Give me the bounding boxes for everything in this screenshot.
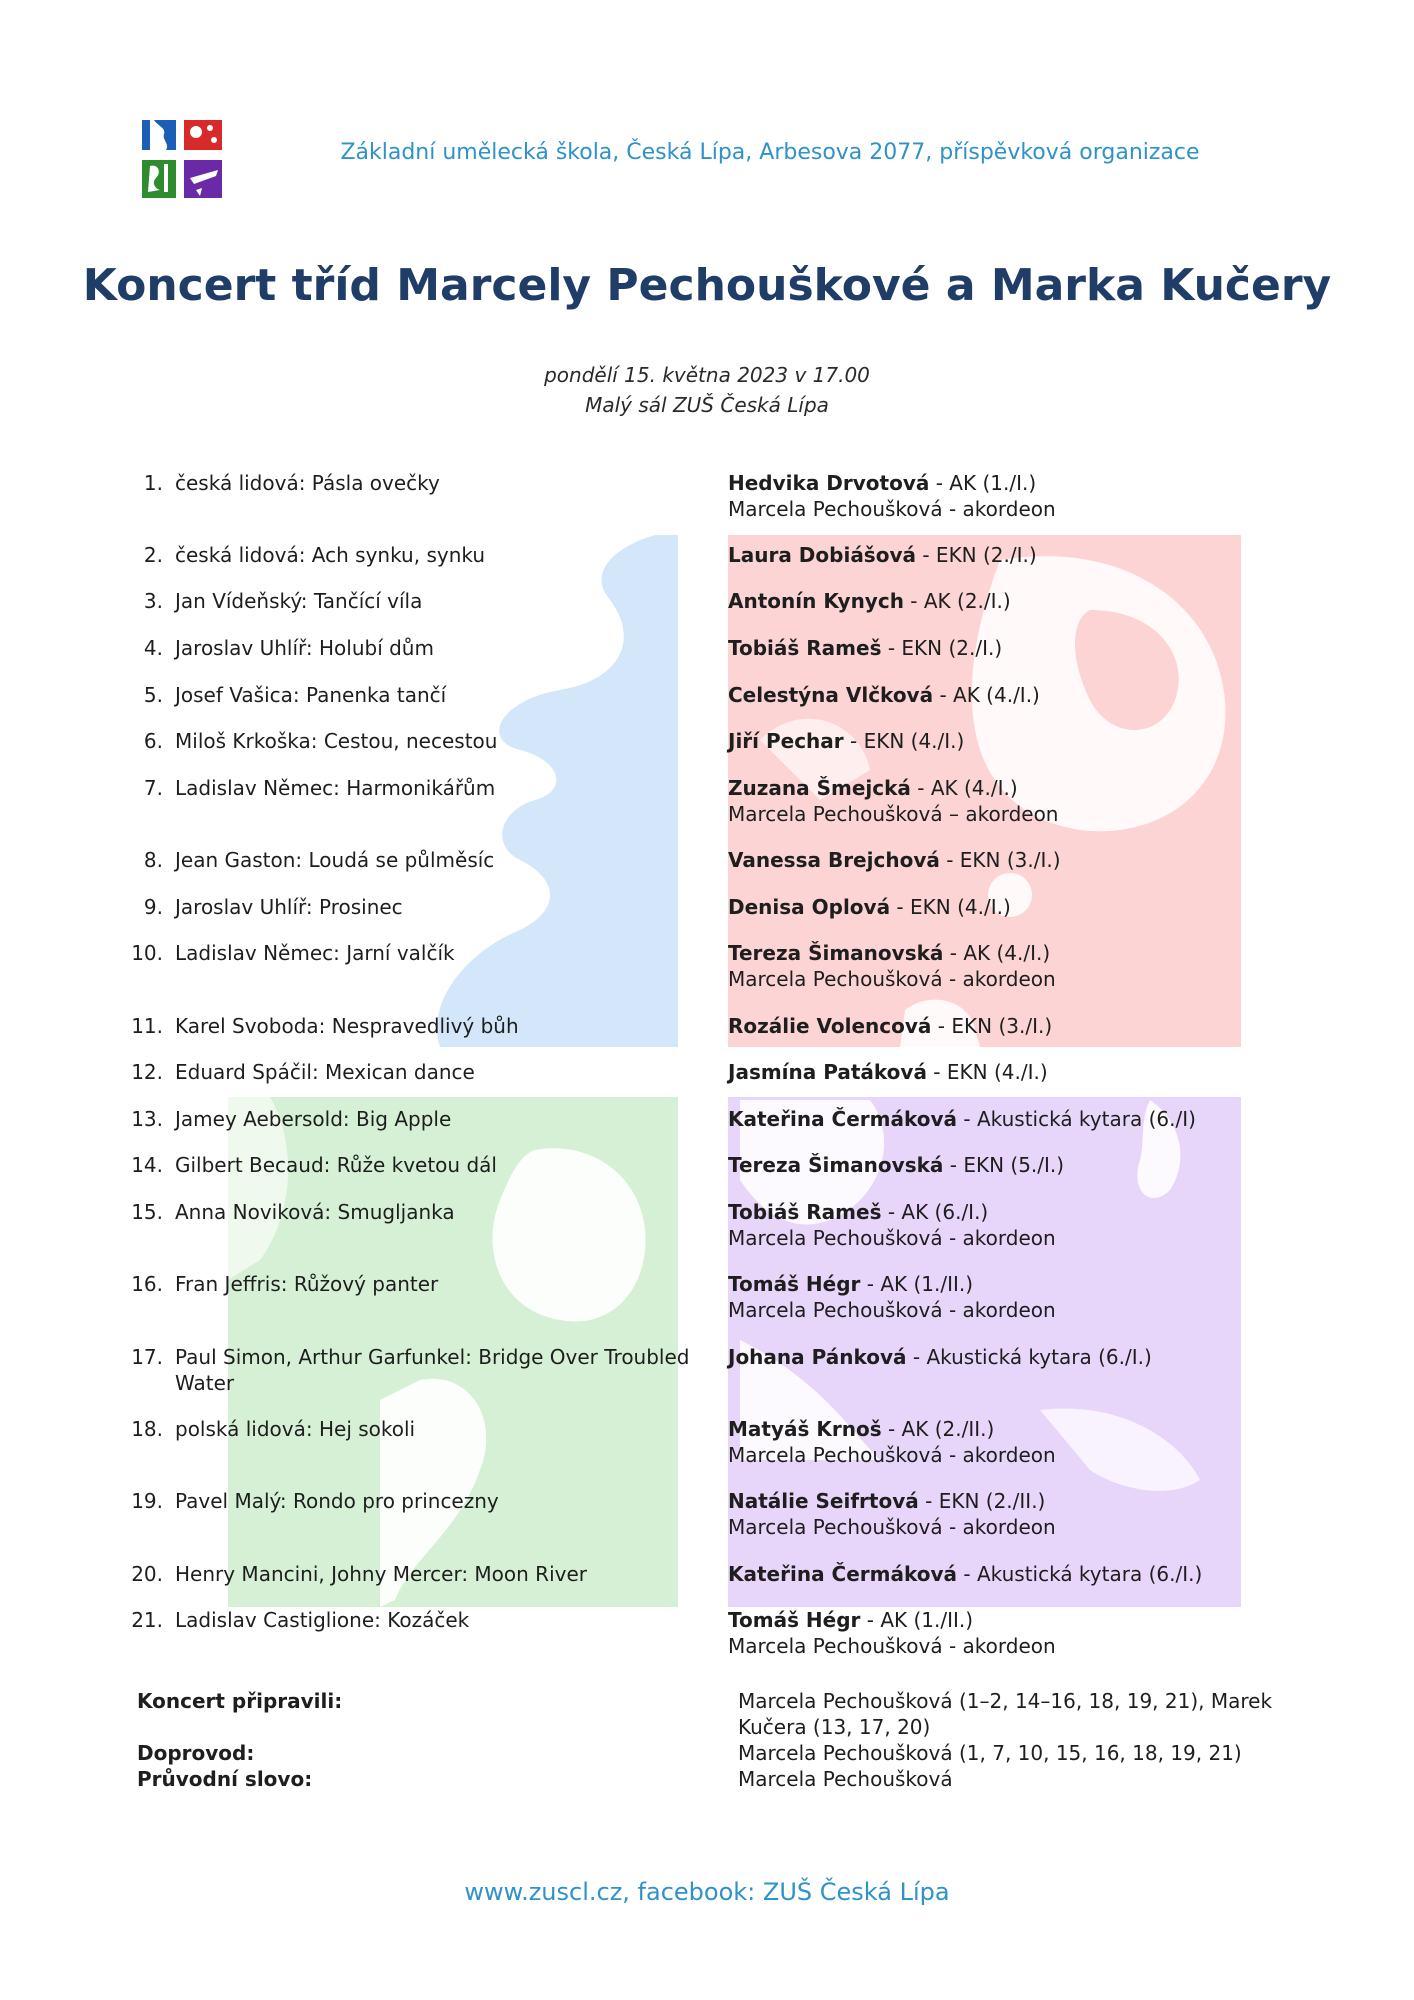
- performer-info: - AK (2./I.): [903, 589, 1011, 613]
- website-links[interactable]: www.zuscl.cz, facebook: ZUŠ Česká Lípa: [464, 1878, 950, 1906]
- program-piece: Jan Vídeňský: Tančící víla: [175, 589, 423, 613]
- program-number: 7.: [143, 776, 163, 800]
- program-piece: Ladislav Němec: Jarní valčík: [175, 941, 455, 965]
- program-number: 14.: [131, 1153, 163, 1177]
- performer-line: [728, 775, 1288, 801]
- performer-info: - AK (4./I.): [943, 941, 1051, 965]
- program-piece: Paul Simon, Arthur Garfunkel: Bridge Over Troubled Water: [175, 1345, 690, 1395]
- event-info: [300, 360, 1114, 420]
- performer-name: Johana Pánková: [728, 1345, 907, 1369]
- performer-line: [728, 470, 1288, 496]
- program-performer: [728, 1344, 1288, 1370]
- performer-line: [728, 1199, 1288, 1225]
- program-performer: [728, 1013, 1288, 1039]
- performer-name: Denisa Oplová: [728, 895, 891, 919]
- accompanist: Marcela Pechoušková - akordeon: [728, 1634, 1056, 1658]
- program-number: 12.: [131, 1060, 163, 1084]
- performer-info: - AK (4./I.): [933, 683, 1040, 707]
- performer-info: - AK (4./I.): [910, 776, 1018, 800]
- program-piece: Fran Jeffris: Růžový panter: [175, 1272, 439, 1296]
- program-number: 8.: [143, 848, 163, 872]
- program-piece: Miloš Krkoška: Cestou, necestou: [175, 729, 498, 753]
- performer-name: Tomáš Hégr: [728, 1272, 861, 1296]
- program-piece: Josef Vašica: Panenka tančí: [175, 683, 447, 707]
- performer-name: Matyáš Krnoš: [728, 1417, 882, 1441]
- logo-purple-part: [184, 160, 222, 198]
- program-performer: [728, 1416, 1288, 1468]
- accompanist: Marcela Pechoušková - akordeon: [728, 1298, 1056, 1322]
- performer-info: - AK (1./II.): [860, 1608, 974, 1632]
- program-piece: Anna Noviková: Smugljanka: [175, 1200, 455, 1224]
- performer-name: Antonín Kynych: [728, 589, 904, 613]
- performer-info: - EKN (2./II.): [918, 1489, 1046, 1513]
- speech-value: Marcela Pechoušková: [738, 1767, 953, 1791]
- performer-info: - AK (1./I.): [929, 471, 1037, 495]
- performer-line: [728, 1488, 1288, 1514]
- performer-name: Kateřina Čermáková: [728, 1562, 958, 1586]
- performer-info: - Akustická kytara (6./I): [957, 1107, 1196, 1131]
- performer-name: Tobiáš Rameš: [728, 636, 882, 660]
- program-piece: Gilbert Becaud: Růže kvetou dál: [175, 1153, 497, 1177]
- performer-info: - EKN (2./I.): [881, 636, 1003, 660]
- program-number: 13.: [131, 1107, 163, 1131]
- performer-name: Tereza Šimanovská: [728, 941, 944, 965]
- performer-info: - EKN (4./I.): [843, 729, 965, 753]
- performer-name: Hedvika Drvotová: [728, 471, 930, 495]
- performer-line: [728, 1152, 1288, 1178]
- performer-line: [728, 1607, 1288, 1633]
- performer-line: [728, 1271, 1288, 1297]
- program-piece: Pavel Malý: Rondo pro princezny: [175, 1489, 499, 1513]
- accompanist: Marcela Pechoušková - akordeon: [728, 967, 1056, 991]
- program-number: 5.: [143, 683, 163, 707]
- program-piece: Eduard Spáčil: Mexican dance: [175, 1060, 475, 1084]
- performer-line: [728, 588, 1288, 614]
- performer-name: Jiří Pechar: [728, 729, 844, 753]
- performer-info: - EKN (3./I.): [931, 1014, 1053, 1038]
- performer-line: [728, 1059, 1288, 1085]
- performer-line: [728, 940, 1288, 966]
- logo-red-part: [184, 120, 222, 150]
- performer-name: Vanessa Brejchová: [728, 848, 940, 872]
- program-performer: [728, 1488, 1288, 1540]
- performer-info: - EKN (4./I.): [890, 895, 1011, 919]
- performer-info: - EKN (5./I.): [943, 1153, 1065, 1177]
- program-performer: [728, 635, 1288, 661]
- program-performer: [728, 728, 1288, 754]
- program-number: 9.: [143, 895, 163, 919]
- accomp-value: Marcela Pechoušková (1, 7, 10, 15, 16, 18, 19, 21): [738, 1741, 1242, 1765]
- program-performer: [728, 1607, 1288, 1659]
- program-performer: [728, 1152, 1288, 1178]
- program-number: 10.: [131, 941, 163, 965]
- program-performer: [728, 1271, 1288, 1323]
- program-performer: [728, 894, 1288, 920]
- program-performer: [728, 775, 1288, 827]
- performer-info: - AK (6./I.): [881, 1200, 989, 1224]
- program-number: 2.: [143, 543, 163, 567]
- program-number: 6.: [143, 729, 163, 753]
- program-piece: Jean Gaston: Loudá se půlměsíc: [175, 848, 495, 872]
- performer-line: [728, 894, 1288, 920]
- logo-green-part: [142, 160, 176, 198]
- performer-line: [728, 847, 1288, 873]
- logo-blue-part: [142, 120, 176, 150]
- performer-line: [728, 1561, 1288, 1587]
- program-number: 19.: [131, 1489, 163, 1513]
- accomp-label: Doprovod:: [137, 1741, 255, 1765]
- accompanist: Marcela Pechoušková – akordeon: [728, 802, 1059, 826]
- performer-name: Rozálie Volencová: [728, 1014, 932, 1038]
- program-piece: česká lidová: Pásla ovečky: [175, 471, 440, 495]
- program-number: 11.: [131, 1014, 163, 1038]
- program-piece: Ladislav Němec: Harmonikářům: [175, 776, 496, 800]
- performer-line: [728, 1416, 1288, 1442]
- school-name: Základní umělecká škola, Česká Lípa, Arbesova 2077, příspěvková organizace: [340, 140, 1200, 165]
- performer-line: [728, 728, 1288, 754]
- program-performer: [728, 1059, 1288, 1085]
- program-performer: [728, 1106, 1288, 1132]
- program-piece: Jaroslav Uhlíř: Holubí dům: [175, 636, 434, 660]
- school-logo: [140, 118, 224, 200]
- performer-info: - AK (1./II.): [860, 1272, 974, 1296]
- program-number: 4.: [143, 636, 163, 660]
- event-date-time: pondělí 15. května 2023 v 17.00: [544, 363, 870, 387]
- performer-info: - EKN (2./I.): [916, 543, 1037, 567]
- program-piece: česká lidová: Ach synku, synku: [175, 543, 486, 567]
- performer-line: [728, 635, 1288, 661]
- program-performer: [728, 542, 1288, 568]
- program-number: 21.: [131, 1608, 163, 1632]
- performer-name: Kateřina Čermáková: [728, 1107, 958, 1131]
- program-number: 18.: [131, 1417, 163, 1441]
- prepared-label: Koncert připravili:: [137, 1689, 343, 1713]
- program-performer: [728, 1199, 1288, 1251]
- performer-info: - EKN (4./I.): [926, 1060, 1048, 1084]
- prepared-value: Marcela Pechoušková (1–2, 14–16, 18, 19, 21), Marek Kučera (13, 17, 20): [738, 1689, 1273, 1739]
- program-number: 17.: [131, 1345, 163, 1369]
- program-number: 20.: [131, 1562, 163, 1586]
- performer-line: [728, 542, 1288, 568]
- program-piece: Ladislav Castiglione: Kozáček: [175, 1608, 470, 1632]
- program-number: 16.: [131, 1272, 163, 1296]
- performer-info: - Akustická kytara (6./I.): [906, 1345, 1152, 1369]
- accompanist: Marcela Pechoušková - akordeon: [728, 497, 1056, 521]
- performer-name: Celestýna Vlčková: [728, 683, 934, 707]
- performer-info: - EKN (3./I.): [939, 848, 1061, 872]
- performer-name: Tobiáš Rameš: [728, 1200, 882, 1224]
- program-number: 1.: [143, 471, 163, 495]
- program-piece: Jamey Aebersold: Big Apple: [175, 1107, 452, 1131]
- program-performer: [728, 470, 1288, 522]
- program-performer: [728, 940, 1288, 992]
- performer-line: [728, 1106, 1288, 1132]
- accompanist: Marcela Pechoušková - akordeon: [728, 1443, 1056, 1467]
- performer-line: [728, 682, 1288, 708]
- program-piece: Jaroslav Uhlíř: Prosinec: [175, 895, 403, 919]
- program-piece: polská lidová: Hej sokoli: [175, 1417, 416, 1441]
- concert-title: Koncert tříd Marcely Pechouškové a Marka Kučery: [82, 260, 1332, 311]
- performer-name: Zuzana Šmejcká: [728, 776, 911, 800]
- program-performer: [728, 588, 1288, 614]
- program-performer: [728, 682, 1288, 708]
- performer-name: Jasmína Patáková: [728, 1060, 927, 1084]
- event-venue: Malý sál ZUŠ Česká Lípa: [585, 393, 829, 417]
- performer-line: [728, 1013, 1288, 1039]
- performer-info: - AK (2./II.): [881, 1417, 995, 1441]
- program-piece: Henry Mancini, Johny Mercer: Moon River: [175, 1562, 587, 1586]
- performer-name: Laura Dobiášová: [728, 543, 916, 567]
- speech-label: Průvodní slovo:: [137, 1767, 313, 1791]
- accompanist: Marcela Pechoušková - akordeon: [728, 1226, 1056, 1250]
- performer-info: - Akustická kytara (6./I.): [957, 1562, 1203, 1586]
- program-number: 3.: [143, 589, 163, 613]
- performer-name: Natálie Seifrtová: [728, 1489, 919, 1513]
- program-number: 15.: [131, 1200, 163, 1224]
- performer-line: [728, 1344, 1288, 1370]
- performer-name: Tomáš Hégr: [728, 1608, 861, 1632]
- performer-name: Tereza Šimanovská: [728, 1153, 944, 1177]
- program-performer: [728, 1561, 1288, 1587]
- program-piece: Karel Svoboda: Nespravedlivý bůh: [175, 1014, 519, 1038]
- accompanist: Marcela Pechoušková - akordeon: [728, 1515, 1056, 1539]
- program-performer: [728, 847, 1288, 873]
